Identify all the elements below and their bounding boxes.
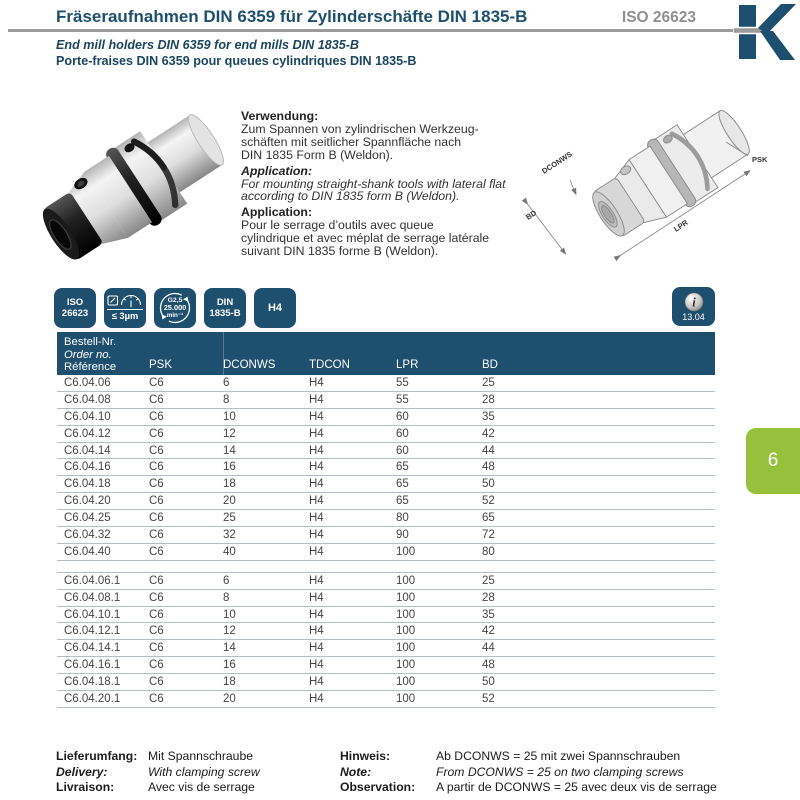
- footer-label: Note:: [340, 764, 372, 779]
- table-cell: 90: [396, 529, 409, 542]
- table-cell: 20: [223, 495, 236, 508]
- dim-label-dconws: DCONWS: [540, 149, 574, 176]
- usage-line: Zum Spannen von zylindrischen Werkzeug-: [241, 121, 479, 136]
- table-cell: C6.04.08.1: [64, 591, 121, 604]
- table-row: [57, 623, 715, 640]
- table-row: [57, 691, 715, 708]
- note-values: [436, 749, 717, 796]
- badge-text: 26623: [61, 308, 89, 319]
- table-cell: 8: [223, 393, 230, 406]
- table-cell: 42: [482, 427, 495, 440]
- footer-label: Lieferumfang:: [56, 749, 138, 763]
- delivery-labels: [56, 749, 137, 796]
- table-cell: 100: [396, 676, 416, 689]
- table-cell: 18: [223, 676, 236, 689]
- badge-din-1835-b: [204, 288, 246, 328]
- table-cell: 60: [396, 427, 409, 440]
- table-cell: 80: [482, 545, 495, 558]
- note-labels: [340, 749, 415, 796]
- badge-text: H4: [267, 301, 283, 314]
- table-cell: 35: [482, 410, 495, 423]
- table-cell: C6.04.08: [64, 393, 111, 406]
- usage-line: For mounting straight-shank tools with lateral flat: [241, 176, 506, 191]
- table-row: [57, 476, 715, 493]
- table-cell: C6: [149, 608, 164, 621]
- table-row: [57, 510, 715, 527]
- badge-text: ≤ 3µm: [111, 311, 139, 321]
- table-cell: 10: [223, 410, 236, 423]
- table-cell: H4: [309, 512, 324, 525]
- badge-text: ISO: [66, 297, 84, 308]
- table-cell: 100: [396, 545, 416, 558]
- usage-line: schäften mit seitlicher Spannfläche nach: [241, 134, 462, 149]
- column-header-dconws: DCONWS: [223, 359, 276, 371]
- table-cell: C6.04.12.1: [64, 625, 121, 638]
- table-cell: 50: [482, 676, 495, 689]
- table-group-2: [57, 572, 715, 708]
- table-row: [57, 657, 715, 674]
- dial-gauge-icon: [107, 290, 143, 308]
- table-cell: 72: [482, 529, 495, 542]
- table-cell: C6: [149, 377, 164, 389]
- badge-runout-accuracy: [104, 288, 146, 328]
- usage-line: Pour le serrage d’outils avec queue: [241, 218, 434, 233]
- table-cell: C6.04.20: [64, 495, 111, 508]
- feature-badges: [54, 288, 296, 328]
- table-cell: H4: [309, 461, 324, 474]
- table-cell: C6: [149, 461, 164, 474]
- table-cell: H4: [309, 676, 324, 689]
- column-header-order-no: [57, 332, 149, 375]
- table-cell: C6.04.40: [64, 545, 111, 558]
- table-row: [57, 375, 715, 392]
- section-tab: 6: [746, 428, 800, 494]
- table-cell: H4: [309, 529, 324, 542]
- table-cell: 100: [396, 608, 416, 621]
- badge-text: 13.04: [682, 311, 705, 322]
- table-cell: C6: [149, 393, 164, 406]
- table-cell: H4: [309, 591, 324, 604]
- table-cell: H4: [309, 625, 324, 638]
- table-cell: 65: [396, 495, 409, 508]
- table-cell: 28: [482, 591, 495, 604]
- table-cell: 65: [396, 478, 409, 491]
- dim-label-psk: PSK: [752, 155, 768, 164]
- table-cell: H4: [309, 427, 324, 440]
- table-row: [57, 590, 715, 607]
- table-cell: H4: [309, 693, 324, 706]
- table-cell: C6: [149, 545, 164, 558]
- badge-info: [672, 287, 715, 326]
- table-cell: 52: [482, 693, 495, 706]
- table-cell: C6.04.14.1: [64, 642, 121, 655]
- table-cell: H4: [309, 659, 324, 672]
- table-cell: 14: [223, 444, 236, 457]
- subtitle-french: Porte-fraises DIN 6359 pour queues cylindriques DIN 1835-B: [56, 54, 417, 68]
- footer-value: Ab DCONWS = 25 mit zwei Spannschrauben: [436, 749, 681, 763]
- table-row: [57, 527, 715, 544]
- delivery-values: [148, 749, 260, 796]
- table-cell: 100: [396, 625, 416, 638]
- table-cell: H4: [309, 495, 324, 508]
- table-row: [57, 409, 715, 426]
- page-title: Fräseraufnahmen DIN 6359 für Zylinderschäfte DIN 1835-B: [56, 7, 528, 26]
- column-header-psk: PSK: [149, 359, 173, 371]
- badge-divider: [107, 309, 143, 310]
- brand-logo-k-icon: [733, 2, 797, 64]
- usage-line: suivant DIN 1835 forme B (Weldon).: [241, 244, 439, 259]
- table-cell: 52: [482, 495, 495, 508]
- table-cell: 60: [396, 410, 409, 423]
- table-cell: 80: [396, 512, 409, 525]
- column-header-bd: BD: [482, 359, 498, 371]
- footer-value: Mit Spannschraube: [148, 749, 254, 763]
- table-cell: 55: [396, 393, 409, 406]
- table-cell: C6.04.18.1: [64, 676, 121, 689]
- usage-label-fr: Application:: [241, 205, 313, 220]
- table-cell: C6: [149, 625, 164, 638]
- table-cell: H4: [309, 444, 324, 457]
- table-cell: 35: [482, 608, 495, 621]
- table-cell: C6.04.06.1: [64, 574, 121, 587]
- badge-text: min⁻¹: [166, 311, 184, 319]
- table-row: [57, 573, 715, 590]
- table-header: [57, 332, 715, 375]
- table-cell: C6: [149, 444, 164, 457]
- table-cell: C6.04.25: [64, 512, 111, 525]
- table-cell: C6.04.16: [64, 461, 111, 474]
- table-cell: 40: [223, 545, 236, 558]
- table-cell: H4: [309, 608, 324, 621]
- application-description: [241, 110, 543, 261]
- table-cell: 42: [482, 625, 495, 638]
- table-cell: C6.04.16.1: [64, 659, 121, 672]
- table-cell: 100: [396, 659, 416, 672]
- table-cell: H4: [309, 642, 324, 655]
- technical-drawing: [518, 98, 790, 270]
- table-cell: C6: [149, 495, 164, 508]
- table-cell: 6: [223, 377, 230, 389]
- table-cell: 16: [223, 461, 236, 474]
- column-header-lpr: LPR: [396, 359, 419, 371]
- table-cell: C6.04.12: [64, 427, 111, 440]
- header-rule: [8, 29, 745, 32]
- table-cell: C6.04.14: [64, 444, 111, 457]
- usage-line: according to DIN 1835 form B (Weldon).: [241, 189, 460, 204]
- table-cell: 100: [396, 693, 416, 706]
- table-cell: C6.04.18: [64, 478, 111, 491]
- footer-label: Hinweis:: [340, 749, 391, 763]
- table-cell: C6: [149, 676, 164, 689]
- table-cell: 50: [482, 478, 495, 491]
- table-row: [57, 674, 715, 691]
- badge-balance-grade: [154, 288, 196, 328]
- table-cell: C6.04.10: [64, 410, 111, 423]
- usage-en: [241, 165, 543, 204]
- column-header-tdcon: TDCON: [309, 359, 350, 371]
- usage-fr: [241, 206, 543, 258]
- badge-text: G2,5: [167, 296, 183, 304]
- badge-h4: [254, 288, 296, 328]
- table-cell: 25: [482, 574, 495, 587]
- iso-standard-label: ISO 26623: [621, 9, 696, 26]
- table-cell: C6: [149, 693, 164, 706]
- usage-line: DIN 1835 Form B (Weldon).: [241, 147, 394, 162]
- info-icon: [684, 292, 704, 312]
- table-row: [57, 544, 715, 561]
- table-cell: 20: [223, 693, 236, 706]
- table-cell: 25: [223, 512, 236, 525]
- table-cell: 16: [223, 659, 236, 672]
- table-cell: C6.04.20.1: [64, 693, 121, 706]
- svg-text:i: i: [691, 295, 696, 309]
- dim-label-bd: BD: [524, 208, 539, 222]
- footer-label: Delivery:: [56, 764, 108, 779]
- footer-value: Avec vis de serrage: [148, 780, 255, 795]
- table-cell: 48: [482, 461, 495, 474]
- table-cell: H4: [309, 478, 324, 491]
- table-cell: C6: [149, 427, 164, 440]
- usage-de: [241, 110, 543, 162]
- table-cell: 65: [482, 512, 495, 525]
- table-row: [57, 426, 715, 443]
- badge-text: 25.000: [163, 303, 187, 313]
- table-cell: 100: [396, 574, 416, 587]
- usage-label-de: Verwendung:: [241, 109, 319, 123]
- header-text: Order no.: [64, 348, 112, 361]
- table-cell: 44: [482, 642, 495, 655]
- footer-value: A partir de DCONWS = 25 avec deux vis de serrage: [436, 780, 717, 795]
- footer-label: Livraison:: [56, 780, 115, 795]
- table-cell: 14: [223, 642, 236, 655]
- table-cell: 100: [396, 642, 416, 655]
- table-cell: 25: [482, 377, 495, 389]
- table-cell: H4: [309, 545, 324, 558]
- subtitle-english: End mill holders DIN 6359 for end mills DIN 1835-B: [56, 38, 360, 52]
- table-cell: H4: [309, 377, 324, 389]
- table-cell: C6: [149, 512, 164, 525]
- table-cell: H4: [309, 393, 324, 406]
- table-cell: 8: [223, 591, 230, 604]
- table-cell: 6: [223, 574, 230, 587]
- table-cell: 28: [482, 393, 495, 406]
- table-cell: H4: [309, 574, 324, 587]
- table-row: [57, 640, 715, 657]
- table-cell: 32: [223, 529, 236, 542]
- table-cell: C6: [149, 642, 164, 655]
- table-cell: 18: [223, 478, 236, 491]
- footer-value: From DCONWS = 25 on two clamping screws: [436, 764, 684, 779]
- table-group-1: [57, 375, 715, 561]
- table-cell: C6: [149, 659, 164, 672]
- table-cell: 10: [223, 608, 236, 621]
- table-cell: C6.04.06: [64, 377, 111, 389]
- table-cell: 65: [396, 461, 409, 474]
- table-row: [57, 459, 715, 476]
- table-cell: 60: [396, 444, 409, 457]
- badge-text: 1835-B: [209, 308, 241, 319]
- footer-label: Observation:: [340, 780, 416, 795]
- table-row: [57, 493, 715, 510]
- header-text: Bestell-Nr.: [64, 336, 117, 348]
- usage-label-en: Application:: [241, 163, 313, 178]
- table-cell: C6: [149, 478, 164, 491]
- table-row: [57, 443, 715, 460]
- table-cell: C6: [149, 591, 164, 604]
- table-cell: 12: [223, 427, 236, 440]
- table-cell: C6: [149, 574, 164, 587]
- table-cell: 55: [396, 377, 409, 389]
- table-cell: C6: [149, 410, 164, 423]
- table-cell: 100: [396, 591, 416, 604]
- badge-text-stack: [154, 288, 196, 328]
- footer-value: With clamping screw: [148, 764, 260, 779]
- table-cell: 48: [482, 659, 495, 672]
- table-cell: C6.04.32: [64, 529, 111, 542]
- dim-label-lpr: LPR: [672, 217, 690, 234]
- usage-line: cylindrique et avec méplat de serrage latérale: [241, 231, 490, 246]
- table-cell: H4: [309, 410, 324, 423]
- table-cell: 44: [482, 444, 495, 457]
- dimensions-table: [57, 332, 715, 708]
- table-cell: C6.04.10.1: [64, 608, 121, 621]
- badge-text: DIN: [216, 297, 234, 308]
- table-cell: 12: [223, 625, 236, 638]
- product-photo: [28, 96, 236, 274]
- table-row: [57, 392, 715, 409]
- badge-iso-26623: [54, 288, 96, 328]
- header-text: Référence: [64, 361, 117, 374]
- table-row: [57, 607, 715, 624]
- table-cell: C6: [149, 529, 164, 542]
